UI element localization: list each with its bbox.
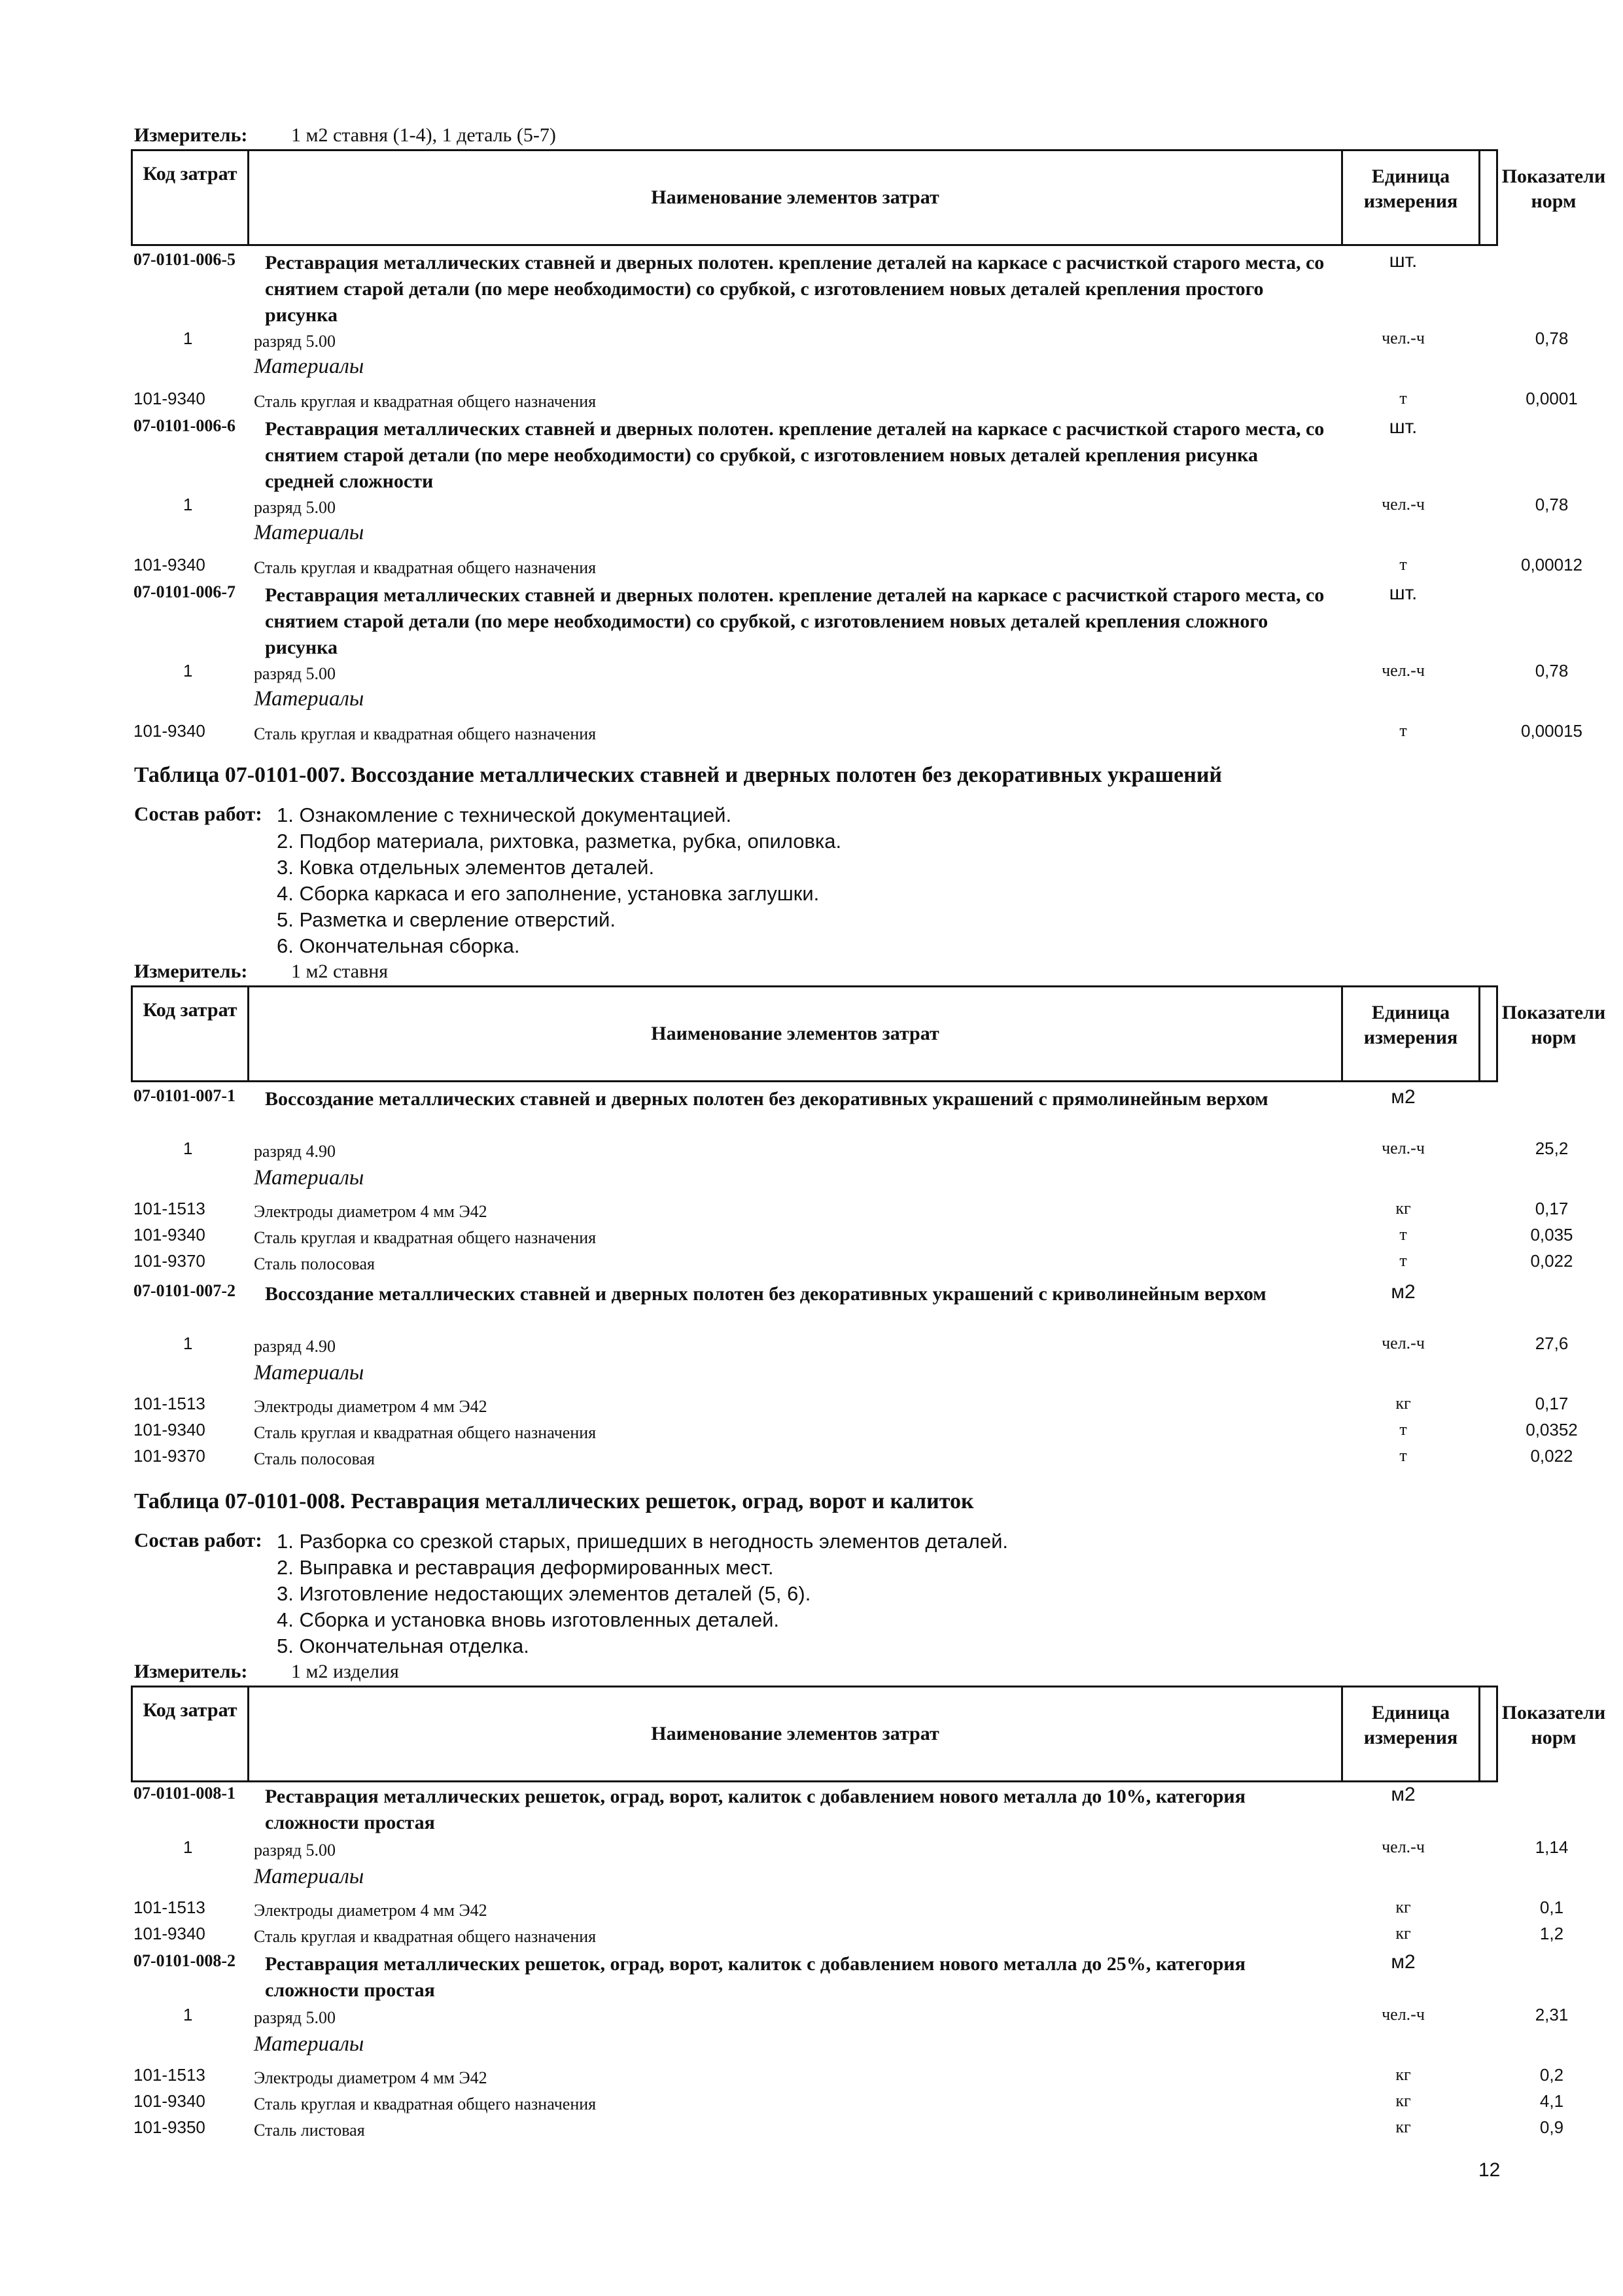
item-unit: м2 — [1391, 1784, 1416, 1805]
material-name: Электроды диаметром 4 мм Э42 — [254, 2068, 487, 2087]
material-code: 101-9370 — [133, 1251, 205, 1271]
labor-name: разряд 5.00 — [254, 332, 336, 351]
labor-value: 0,78 — [1535, 328, 1569, 348]
cost-code: 07-0101-008-2 — [133, 1951, 236, 1970]
labor-name: разряд 4.90 — [254, 1142, 336, 1161]
list-item: 5. Разметка и сверление отверстий. — [277, 908, 616, 931]
labor-unit: чел.-ч — [1382, 328, 1425, 347]
material-value: 0,035 — [1530, 1225, 1573, 1245]
material-name: Сталь круглая и квадратная общего назначения — [254, 558, 597, 577]
material-name: Сталь полосовая — [254, 1449, 375, 1468]
col-norm-header: Показатели норм — [1501, 166, 1606, 212]
col-norm-header: Показатели норм — [1501, 1702, 1606, 1748]
labor-name: разряд 5.00 — [254, 2008, 336, 2027]
table-header — [131, 149, 1606, 246]
material-code: 101-9340 — [133, 389, 205, 408]
item-unit: шт. — [1389, 250, 1418, 272]
material-unit: т — [1399, 721, 1407, 740]
item-name: Реставрация металлических ставней и дверных полотен. крепление деталей на каркасе с расчисткой старого места, со снятием старой детали (по мере необходимости) со срубкой, с изготовлением новых деталей крепления сложного рисунка — [265, 584, 1325, 658]
list-item: 5. Окончательная отделка. — [277, 1634, 529, 1657]
col-code-header: Код затрат — [133, 151, 249, 244]
material-name: Электроды диаметром 4 мм Э42 — [254, 1397, 487, 1416]
item-unit: м2 — [1391, 1281, 1416, 1303]
cost-code: 07-0101-007-1 — [133, 1086, 236, 1105]
material-value: 4,1 — [1539, 2091, 1564, 2111]
col-name-header: Наименование элементов затрат — [249, 987, 1343, 1080]
material-value: 0,2 — [1539, 2065, 1564, 2085]
material-unit: т — [1399, 1251, 1407, 1270]
labor-unit: чел.-ч — [1382, 1333, 1425, 1352]
material-name: Электроды диаметром 4 мм Э42 — [254, 1901, 487, 1920]
list-item: 1. Ознакомление с технической документацией. — [277, 804, 732, 826]
item-name: Реставрация металлических ставней и дверных полотен. крепление деталей на каркасе с расчисткой старого места, со снятием старой детали (по мере необходимости) со срубкой, с изготовлением новых деталей крепления рисунка средней сложности — [265, 418, 1325, 492]
sostav-label: Состав работ: — [134, 802, 262, 825]
labor-unit: чел.-ч — [1382, 661, 1425, 680]
cost-code: 07-0101-008-1 — [133, 1784, 236, 1803]
material-value: 0,022 — [1530, 1446, 1573, 1466]
material-value: 0,00012 — [1521, 555, 1582, 574]
material-name: Сталь полосовая — [254, 1254, 375, 1273]
material-unit: кг — [1395, 2117, 1411, 2136]
labor-value: 1,14 — [1535, 1837, 1569, 1857]
material-code: 101-9340 — [133, 1924, 205, 1943]
col-norm-header: Показатели норм — [1501, 1002, 1606, 1048]
col-unit-header: Единица измерения — [1343, 987, 1480, 1080]
item-unit: м2 — [1391, 1951, 1416, 1973]
cost-code: 07-0101-006-6 — [133, 416, 236, 435]
col-name-header: Наименование элементов затрат — [249, 151, 1343, 244]
labor-name: разряд 5.00 — [254, 664, 336, 683]
col-unit-header: Единица измерения — [1343, 1687, 1480, 1780]
item-name: Реставрация металлических решеток, оград, ворот, калиток с добавлением нового металла до 10%, категория сложности простая — [265, 1786, 1246, 1833]
labor-unit: чел.-ч — [1382, 1139, 1425, 1157]
list-item: 2. Выправка и реставрация деформированных мест. — [277, 1556, 774, 1579]
resource-code: 1 — [183, 1837, 193, 1857]
list-item: 6. Окончательная сборка. — [277, 934, 520, 957]
labor-name: разряд 4.90 — [254, 1337, 336, 1356]
material-unit: т — [1399, 1420, 1407, 1439]
material-unit: кг — [1395, 1898, 1411, 1916]
meter-label: Измеритель: — [134, 961, 248, 982]
meter-line — [134, 961, 389, 983]
meter-label: Измеритель: — [134, 124, 248, 146]
list-item: 4. Сборка каркаса и его заполнение, установка заглушки. — [277, 882, 820, 905]
page-number: 12 — [1478, 2159, 1501, 2181]
material-unit: кг — [1395, 1924, 1411, 1943]
labor-value: 2,31 — [1535, 2005, 1569, 2024]
labor-name: разряд 5.00 — [254, 498, 336, 517]
material-unit: кг — [1395, 1394, 1411, 1413]
material-value: 0,17 — [1535, 1394, 1569, 1413]
resource-code: 1 — [183, 661, 193, 680]
item-unit: шт. — [1389, 416, 1418, 438]
col-name-header: Наименование элементов затрат — [249, 1687, 1343, 1780]
col-unit-header: Единица измерения — [1343, 151, 1480, 244]
material-name: Электроды диаметром 4 мм Э42 — [254, 1202, 487, 1221]
material-name: Сталь круглая и квадратная общего назначения — [254, 724, 597, 743]
sostav-label: Состав работ: — [134, 1528, 262, 1551]
meter-value: 1 м2 ставня — [291, 961, 389, 982]
list-item: 2. Подбор материала, рихтовка, разметка, рубка, опиловка. — [277, 830, 842, 853]
material-value: 0,17 — [1535, 1199, 1569, 1218]
material-unit: кг — [1395, 2065, 1411, 2084]
material-value: 0,00015 — [1521, 721, 1582, 741]
meter-line — [134, 124, 556, 147]
document-page: Измеритель: 1 м2 ставня (1-4), 1 деталь (5-7) Код затрат Наименование элементов затрат Единица измерения Показатели норм 07-0101-006-5 Реставрация металлических ставней и дверных полотен. крепление деталей на каркасе с расчисткой старого места, со снятием старой детали (по мере необходимости) со срубкой, с изготовлением новых деталей крепления простого рисунка шт. 1 разряд 5.00 чел.-ч 0,78 Материалы 101-9340 Сталь круглая и квадратная общего назначения т 0,0001 07-0101-006-6 Реставрация металлических ставней и дверных полотен. крепление деталей на каркасе с расчисткой старого места, со снятием старой детали (по мере необходимости) со срубкой, с изготовлением новых деталей крепления рисунка средней сложности шт. 1 разряд 5.00 чел.-ч 0,78 Материалы 101-9340 Сталь круглая и квадратная общего назначения т 0,00012 07-0101-006-7 Реставрация металлических ставней и дверных полотен. крепление деталей на каркасе с расчисткой старого места, со снятием старой детали (по мере необходимости) со срубкой, с изготовлением новых деталей крепления сложного рисунка шт. 1 разряд 5.00 чел.-ч 0,78 Материалы 101-9340 Сталь круглая и квадратная общего назначения т 0,00015 Таблица 07-0101-007. Воссоздание металлических ставней и дверных полотен без декоративных украшений Состав работ: 1. Ознакомление с технической документацией. 2. Подбор материала, рихтовка, разметка, рубка, опиловка. 3. Ковка отдельных элементов деталей. 4. Сборка каркаса и его заполнение, установка заглушки. 5. Разметка и сверление отверстий. 6. Окончательная сборка. Измеритель: 1 м2 ставня Код затрат Наименование элементов затрат Единица измерения Показатели норм 07-0101-007-1 Воссоздание металлических ставней и дверных полотен без декоративных украшений с прямолинейным верхом м2 1 разряд 4.90 чел.-ч 25,2 Материалы 101-1513 Электроды диаметром 4 мм Э42 кг 0,17 101-9340 Сталь круглая и квадратная общего назначения т 0,035 101-9370 Сталь полосовая т 0,022 07-0101-007-2 Воссоздание металлических ставней и дверных полотен без декоративных украшений с криволинейным верхом м2 1 разряд 4.90 чел.-ч 27,6 Материалы 101-1513 Электроды диаметром 4 мм Э42 кг 0,17 101-9340 Сталь круглая и квадратная общего назначения т 0,0352 101-9370 Сталь полосовая т 0,022 Таблица 07-0101-008. Реставрация металлических решеток, оград, ворот и калиток Состав работ: 1. Разборка со срезкой старых, пришедших в негодность элементов деталей. 2. Выправка и реставрация деформированных мест. 3. Изготовление недостающих элементов деталей (5, 6). 4. Сборка и установка вновь изготовленных деталей. 5. Окончательная отделка. Измеритель: 1 м2 изделия Код затрат Наименование элементов затрат Единица измерения Показатели норм 07-0101-008-1 Реставрация металлических решеток, оград, ворот, калиток с добавлением нового металла до 10%, категория сложности простая м2 1 разряд 5.00 чел.-ч 1,14 Материалы 101-1513 Электроды диаметром 4 мм Э42 кг 0,1 101-9340 Сталь круглая и квадратная общего назначения кг 1,2 07-0101-008-2 Реставрация металлических решеток, оград, ворот, калиток с добавлением нового металла до 25%, категория сложности простая м2 1 разряд 5.00 чел.-ч 2,31 Материалы 101-1513 Электроды диаметром 4 мм Э42 кг 0,2 101-9340 Сталь круглая и квадратная общего назначения кг 4,1 101-9350 Сталь листовая кг 0,9 12 — [0, 0, 1623, 2296]
material-unit: т — [1399, 1225, 1407, 1244]
material-code: 101-9340 — [133, 1225, 205, 1245]
material-name: Сталь круглая и квадратная общего назначения — [254, 1228, 597, 1247]
meter-line — [134, 1661, 399, 1683]
section-title: Таблица 07-0101-007. Воссоздание металлических ставней и дверных полотен без декоративных украшений — [134, 763, 1223, 787]
list-item: 4. Сборка и установка вновь изготовленных деталей. — [277, 1608, 780, 1631]
table-header — [131, 1686, 1606, 1782]
meter-label: Измеритель: — [134, 1661, 248, 1682]
table-header — [131, 985, 1606, 1082]
list-item: 3. Ковка отдельных элементов деталей. — [277, 856, 655, 879]
cost-code: 07-0101-006-5 — [133, 250, 236, 269]
resource-code: 1 — [183, 1333, 193, 1353]
material-name: Сталь круглая и квадратная общего назначения — [254, 1423, 597, 1442]
material-code: 101-9340 — [133, 1420, 205, 1439]
item-name: Воссоздание металлических ставней и дверных полотен без декоративных украшений с прямолинейным верхом — [265, 1088, 1268, 1110]
meter-value: 1 м2 ставня (1-4), 1 деталь (5-7) — [291, 124, 556, 146]
material-unit: кг — [1395, 2091, 1411, 2110]
labor-unit: чел.-ч — [1382, 2005, 1425, 2024]
material-name: Сталь круглая и квадратная общего назначения — [254, 2094, 597, 2113]
work-list — [277, 1528, 1008, 1659]
material-value: 0,0001 — [1526, 389, 1578, 408]
work-composition — [134, 802, 842, 957]
item-name: Воссоздание металлических ставней и дверных полотен без декоративных украшений с криволинейным верхом — [265, 1283, 1266, 1305]
material-value: 0,9 — [1539, 2117, 1564, 2137]
material-name: Сталь круглая и квадратная общего назначения — [254, 1927, 597, 1946]
material-code: 101-9370 — [133, 1446, 205, 1466]
material-unit: т — [1399, 1446, 1407, 1465]
material-value: 1,2 — [1539, 1924, 1564, 1943]
work-list — [277, 802, 841, 959]
material-code: 101-1513 — [133, 1898, 205, 1917]
item-unit: м2 — [1391, 1086, 1416, 1108]
item-name: Реставрация металлических решеток, оград, ворот, калиток с добавлением нового металла до 25%, категория сложности простая — [265, 1953, 1246, 2001]
material-value: 0,1 — [1539, 1898, 1564, 1917]
col-code-header: Код затрат — [133, 1687, 249, 1780]
material-code: 101-1513 — [133, 2065, 205, 2085]
resource-code: 1 — [183, 495, 193, 514]
labor-unit: чел.-ч — [1382, 1837, 1425, 1856]
labor-value: 0,78 — [1535, 495, 1569, 514]
material-unit: кг — [1395, 1199, 1411, 1218]
cost-code: 07-0101-006-7 — [133, 582, 236, 601]
meter-value: 1 м2 изделия — [291, 1661, 399, 1682]
resource-code: 1 — [183, 2005, 193, 2024]
item-name: Реставрация металлических ставней и дверных полотен. крепление деталей на каркасе с расчисткой старого места, со снятием старой детали (по мере необходимости) со срубкой, с изготовлением новых деталей крепления простого рисунка — [265, 252, 1325, 326]
material-code: 101-9340 — [133, 2091, 205, 2111]
item-unit: шт. — [1389, 582, 1418, 604]
material-name: Сталь круглая и квадратная общего назначения — [254, 392, 597, 411]
material-code: 101-9350 — [133, 2117, 205, 2137]
list-item: 1. Разборка со срезкой старых, пришедших в негодность элементов деталей. — [277, 1530, 1008, 1553]
material-code: 101-9340 — [133, 721, 205, 741]
labor-unit: чел.-ч — [1382, 495, 1425, 514]
material-value: 0,0352 — [1526, 1420, 1578, 1439]
resource-code: 1 — [183, 328, 193, 348]
work-composition — [134, 1528, 1008, 1657]
material-value: 0,022 — [1530, 1251, 1573, 1271]
material-name: Сталь листовая — [254, 2121, 365, 2140]
material-code: 101-1513 — [133, 1199, 205, 1218]
material-unit: т — [1399, 389, 1407, 408]
material-code: 101-9340 — [133, 555, 205, 574]
cost-code: 07-0101-007-2 — [133, 1281, 236, 1300]
labor-value: 0,78 — [1535, 661, 1569, 680]
labor-value: 25,2 — [1535, 1139, 1569, 1158]
section-title: Таблица 07-0101-008. Реставрация металлических решеток, оград, ворот и калиток — [134, 1489, 974, 1513]
col-code-header: Код затрат — [133, 987, 249, 1080]
list-item: 3. Изготовление недостающих элементов деталей (5, 6). — [277, 1582, 811, 1605]
resource-code: 1 — [183, 1139, 193, 1158]
labor-value: 27,6 — [1535, 1333, 1569, 1353]
labor-name: разряд 5.00 — [254, 1841, 336, 1860]
material-unit: т — [1399, 555, 1407, 574]
material-code: 101-1513 — [133, 1394, 205, 1413]
